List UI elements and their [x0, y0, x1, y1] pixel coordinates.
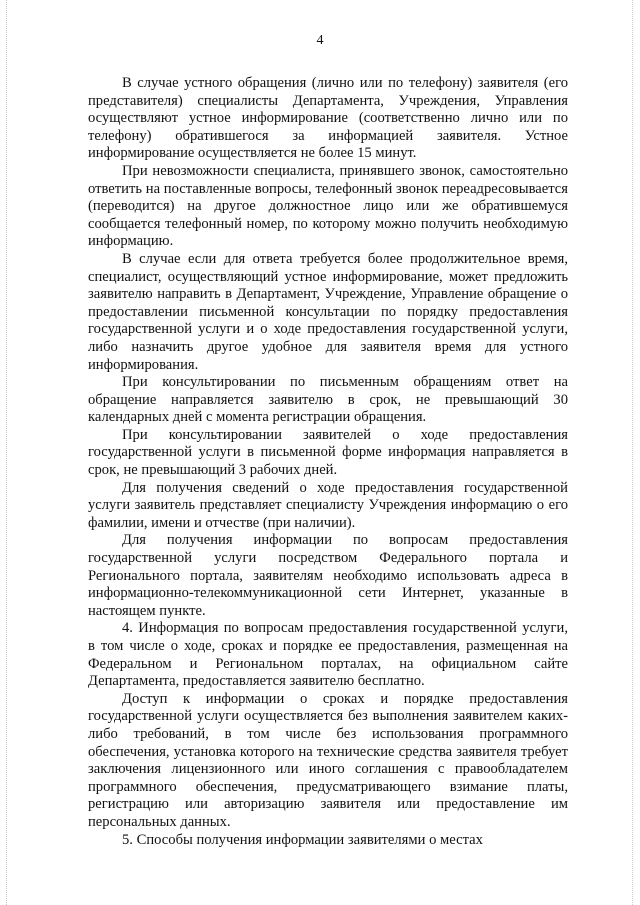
paragraph-written-response-term: При консультировании по письменным обращениям ответ на обращение направляется заявителю в срок, не превышающий 30 календарных дней с момента регистрации обращения.: [88, 374, 568, 426]
page-number: 4: [316, 33, 324, 48]
paragraph-portal-info: Для получения информации по вопросам предоставления государственной услуги посредством Федерального портала и Регионального портала, заявителям необходимо использовать адреса в информационно-телекоммуникационной сети Интернет, указанные в настоящем пункте.: [88, 532, 568, 619]
paragraph-item-4: 4. Информация по вопросам предоставления государственной услуги, в том числе о ходе, сроках и порядке ее предоставления, размещенная на Федеральном и Региональном порталах, на официальном сайте Департамента, предоставляется заявителю бесплатно.: [88, 620, 568, 690]
paragraph-call-redirect: При невозможности специалиста, принявшего звонок, самостоятельно ответить на поставленные вопросы, телефонный звонок переадресовывается (переводится) на другое должностное лицо или же обратившемуся сообщается телефонный номер, по которому можно получить необходимую информацию.: [88, 162, 568, 250]
paragraph-oral-inquiry: В случае устного обращения (лично или по телефону) заявителя (его представителя) специалисты Департамента, Учреждения, Управления осуществляют устное информирование (соответственно лично или по телефону) обратившегося за информацией заявителя. Устное информирование осуществляется не более 15 минут.: [88, 75, 568, 162]
paragraph-written-consultation: В случае если для ответа требуется более продолжительное время, специалист, осуществляющий устное информирование, может предложить заявителю направить в Департамент, Учреждение, Управление обращение о предоставлении письменной консультации по порядку предоставления государственной услуги и о ходе предоставления государственной услуги, либо назначить другое удобное для заявителя время для устного информирования.: [88, 250, 568, 373]
paragraph-progress-response-term: При консультировании заявителей о ходе предоставления государственной услуги в письменной форме информация направляется в срок, не превышающий 3 рабочих дней.: [88, 426, 568, 479]
paragraph-item-5: 5. Способы получения информации заявителями о местах: [122, 831, 483, 848]
paragraph-applicant-info: Для получения сведений о ходе предоставления государственной услуги заявитель представляет специалисту Учреждения информацию о его фамилии, имени и отчестве (при наличии).: [88, 479, 568, 531]
paragraph-access-conditions: Доступ к информации о сроках и порядке предоставления государственной услуги осуществляется без выполнения заявителем каких-либо требований, в том числе без использования программного обеспечения, установка которого на технические средства заявителя требует заключения лицензионного или иного соглашения с правообладателем программного обеспечения, предусматривающего взимание платы, регистрацию или авторизацию заявителя или предоставление им персональных данных.: [88, 690, 568, 830]
scan-edge-left: [6, 0, 8, 905]
body-text: [88, 75, 568, 849]
scan-edge-right: [632, 0, 634, 905]
